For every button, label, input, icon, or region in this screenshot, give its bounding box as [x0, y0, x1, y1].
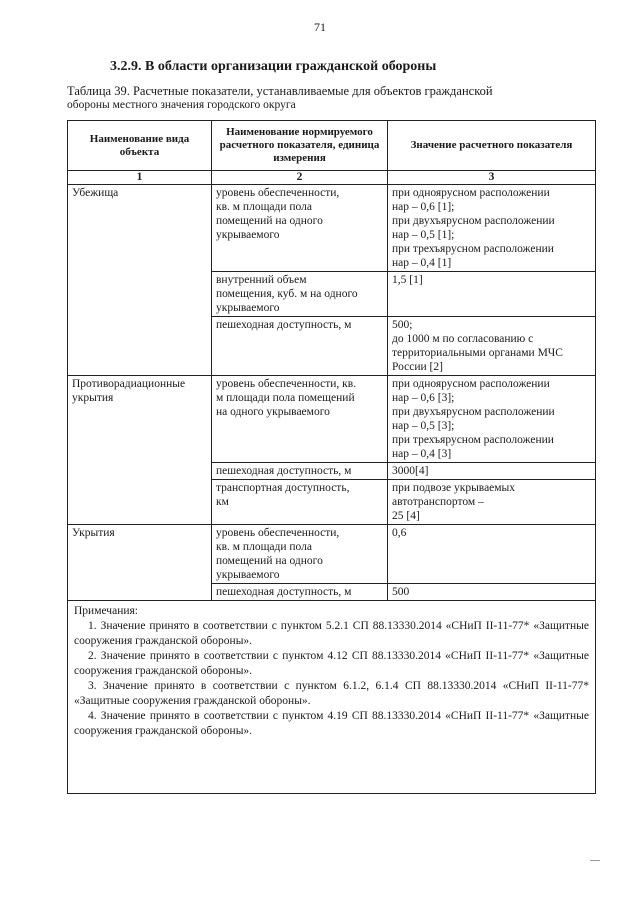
column-number: 3: [388, 171, 596, 185]
value-line: при трехъярусном расположении: [392, 243, 554, 255]
value-line: 25 [4]: [392, 510, 420, 522]
value-line: при двухъярусном расположении: [392, 215, 555, 227]
value-cell: [388, 584, 596, 601]
value-line: 500;: [392, 319, 413, 331]
indicator-line: помещений на одного: [216, 555, 323, 567]
indicator-cell: [212, 185, 388, 272]
indicator-cell: [212, 480, 388, 525]
value-cell: [388, 480, 596, 525]
section-heading: 3.2.9. В области организации гражданской обороны: [110, 59, 437, 74]
value-line: при одноярусном расположении: [392, 187, 550, 199]
indicator-cell: [212, 584, 388, 601]
value-line: нар – 0,4 [3]: [392, 448, 452, 460]
indicator-line: пешеходная доступность, м: [216, 586, 352, 598]
indicator-line: уровень обеспеченности,: [216, 187, 340, 199]
table-row: [68, 525, 596, 584]
header-value: Значение расчетного показателя: [388, 121, 596, 171]
value-line: при трехъярусном расположении: [392, 434, 554, 446]
value-cell: [388, 317, 596, 376]
indicator-line: уровень обеспеченности, кв.: [216, 378, 357, 390]
table-header-row: [68, 121, 596, 171]
page-number: 71: [314, 20, 326, 34]
indicator-line: уровень обеспеченности,: [216, 527, 340, 539]
value-line: нар – 0,6 [1];: [392, 201, 455, 213]
note-item: 1. Значение принято в соответствии с пунктом 5.2.1 СП 88.13330.2014 «СНиП II-11-77* «Защитные сооружения гражданской обороны».: [74, 620, 589, 647]
header-object-type: Наименование вида объекта: [68, 121, 212, 171]
note-item: 3. Значение принято в соответствии с пунктом 6.1.2, 6.1.4 СП 88.13330.2014 «СНиП II-11-77* «Защитные сооружения гражданской обороны».: [74, 680, 589, 707]
indicator-line: на одного укрываемого: [216, 406, 330, 418]
value-line: 0,6: [392, 527, 407, 539]
indicator-line: внутренний объем: [216, 274, 307, 286]
indicator-line: пешеходная доступность, м: [216, 319, 352, 331]
indicator-cell: [212, 317, 388, 376]
scan-mark: [590, 860, 600, 861]
value-line: автотранспортом –: [392, 496, 484, 508]
value-line: при одноярусном расположении: [392, 378, 550, 390]
object-type-cell: Противорадиационные укрытия: [68, 376, 212, 525]
value-line: при двухъярусном расположении: [392, 406, 555, 418]
header-indicator: Наименование нормируемого расчетного показателя, единица измерения: [212, 121, 388, 171]
indicator-line: укрываемого: [216, 569, 280, 581]
value-line: нар – 0,5 [3];: [392, 420, 455, 432]
value-line: 3000[4]: [392, 465, 429, 477]
value-line: 500: [392, 586, 410, 598]
value-cell: [388, 272, 596, 317]
notes-row: [68, 601, 596, 794]
value-line: нар – 0,5 [1];: [392, 229, 455, 241]
indicator-line: км: [216, 496, 229, 508]
column-number: 2: [212, 171, 388, 185]
object-type-cell: Укрытия: [68, 525, 212, 601]
value-line: при подвозе укрываемых: [392, 482, 516, 494]
indicator-cell: [212, 376, 388, 463]
value-line: 1,5 [1]: [392, 274, 423, 286]
table-caption-line-1: Таблица 39. Расчетные показатели, устанавливаемые для объектов гражданской: [67, 84, 493, 98]
table-row: [68, 185, 596, 272]
value-line: нар – 0,6 [3];: [392, 392, 455, 404]
value-line: территориальными органами МЧС: [392, 347, 563, 359]
table-caption: [67, 84, 587, 112]
indicator-cell: [212, 525, 388, 584]
value-cell: [388, 525, 596, 584]
table-row: [68, 376, 596, 463]
note-item: 2. Значение принято в соответствии с пунктом 4.12 СП 88.13330.2014 «СНиП II-11-77* «Защитные сооружения гражданской обороны».: [74, 650, 589, 677]
column-number-row: [68, 171, 596, 185]
notes-list: [74, 619, 589, 739]
value-cell: [388, 463, 596, 480]
value-cell: [388, 185, 596, 272]
value-cell: [388, 376, 596, 463]
object-type-cell: Убежища: [68, 185, 212, 376]
standards-table: [67, 120, 596, 794]
indicator-line: укрываемого: [216, 302, 280, 314]
note-item: 4. Значение принято в соответствии с пунктом 4.19 СП 88.13330.2014 «СНиП II-11-77* «Защитные сооружения гражданской обороны».: [74, 710, 589, 737]
indicator-cell: [212, 272, 388, 317]
value-line: до 1000 м по согласованию с: [392, 333, 534, 345]
value-line: России [2]: [392, 361, 443, 373]
indicator-line: пешеходная доступность, м: [216, 465, 352, 477]
table-caption-line-2: обороны местного значения городского округа: [67, 99, 296, 111]
indicator-line: кв. м площади пола: [216, 541, 312, 553]
notes-cell: [68, 601, 596, 794]
indicator-line: укрываемого: [216, 229, 280, 241]
indicator-line: транспортная доступность,: [216, 482, 350, 494]
value-line: нар – 0,4 [1]: [392, 257, 452, 269]
indicator-line: м площади пола помещений: [216, 392, 355, 404]
indicator-line: помещений на одного: [216, 215, 323, 227]
column-number: 1: [68, 171, 212, 185]
indicator-cell: [212, 463, 388, 480]
indicator-line: помещения, куб. м на одного: [216, 288, 358, 300]
notes-title: Примечания:: [74, 605, 138, 617]
indicator-line: кв. м площади пола: [216, 201, 312, 213]
